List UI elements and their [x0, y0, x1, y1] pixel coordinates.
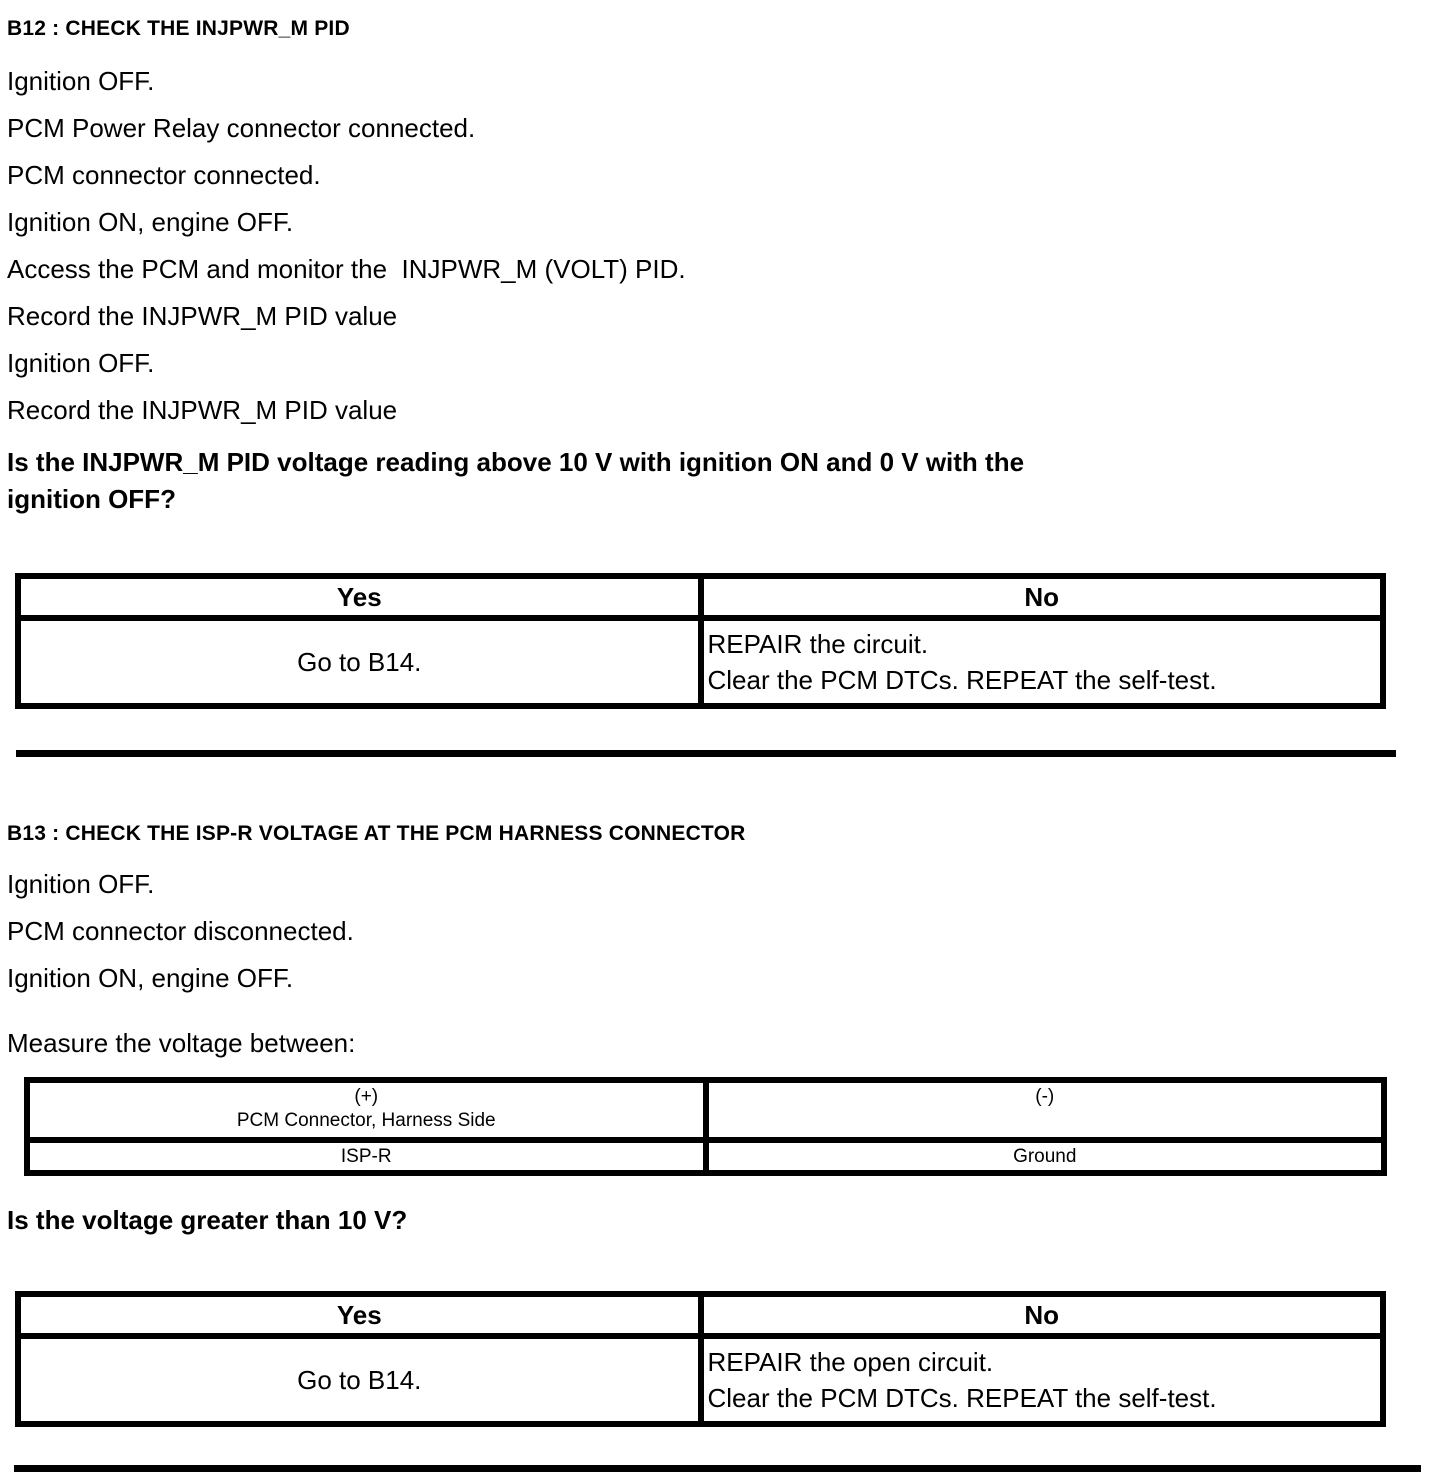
- result-table-action-row: [18, 618, 1383, 706]
- no-action-line: REPAIR the circuit.: [707, 629, 929, 659]
- section-b12-result-table: [15, 573, 1386, 709]
- plus-header-cell: [27, 1080, 706, 1140]
- yes-header-cell: Yes: [18, 576, 701, 618]
- minus-header-cell: [706, 1080, 1385, 1140]
- section-b13-steps: [7, 861, 1440, 1002]
- section-divider-rule: [16, 750, 1396, 757]
- question-line: Is the voltage greater than 10 V?: [7, 1205, 408, 1235]
- section-b12-heading: B12 : CHECK THE INJPWR_M PID: [7, 17, 350, 40]
- result-table-action-row: [18, 1336, 1383, 1424]
- step-line: PCM Power Relay connector connected.: [7, 113, 476, 143]
- step-line: Ignition OFF.: [7, 66, 155, 96]
- no-header-cell: No: [701, 1294, 1384, 1336]
- measurement-table: [24, 1077, 1387, 1176]
- question-line: Is the INJPWR_M PID voltage reading above 10 V with ignition ON and 0 V with the: [7, 447, 1025, 477]
- step-line: Ignition ON, engine OFF.: [7, 963, 294, 993]
- no-action-cell: [701, 1336, 1384, 1424]
- measurement-header-row: [27, 1080, 1384, 1140]
- no-action-line: REPAIR the open circuit.: [707, 1347, 994, 1377]
- result-table-header-row: [18, 576, 1383, 618]
- plus-value-cell: ISP-R: [27, 1140, 706, 1173]
- step-line: Record the INJPWR_M PID value: [7, 301, 398, 331]
- measure-intro: Measure the voltage between:: [7, 1028, 356, 1058]
- section-b13: [7, 821, 1440, 1427]
- yes-header-cell: Yes: [18, 1294, 701, 1336]
- plus-symbol: (+): [354, 1086, 379, 1107]
- yes-action-cell: Go to B14.: [18, 618, 701, 706]
- step-line: Ignition OFF.: [7, 869, 155, 899]
- section-b13-question: [7, 1202, 1352, 1239]
- no-header-cell: No: [701, 576, 1384, 618]
- section-b12: [7, 16, 1440, 709]
- section-b13-heading: B13 : CHECK THE ISP-R VOLTAGE AT THE PCM HARNESS CONNECTOR: [7, 822, 746, 845]
- step-line: Record the INJPWR_M PID value: [7, 395, 398, 425]
- no-action-line: Clear the PCM DTCs. REPEAT the self-test.: [707, 1383, 1217, 1413]
- step-line: Ignition ON, engine OFF.: [7, 207, 294, 237]
- step-line: PCM connector disconnected.: [7, 916, 354, 946]
- step-line: Ignition OFF.: [7, 348, 155, 378]
- section-b13-result-table: [15, 1291, 1386, 1427]
- section-b12-steps: [7, 58, 1440, 434]
- no-action-line: Clear the PCM DTCs. REPEAT the self-test.: [707, 665, 1217, 695]
- question-line: ignition OFF?: [7, 484, 176, 514]
- minus-value-cell: Ground: [706, 1140, 1385, 1173]
- step-line: Access the PCM and monitor the INJPWR_M (VOLT) PID.: [7, 254, 686, 284]
- section-b12-question: [7, 444, 1352, 518]
- result-table-header-row: [18, 1294, 1383, 1336]
- plus-description: PCM Connector, Harness Side: [236, 1110, 496, 1131]
- measurement-value-row: [27, 1140, 1384, 1173]
- minus-symbol: (-): [1035, 1086, 1055, 1107]
- yes-action-cell: Go to B14.: [18, 1336, 701, 1424]
- step-line: PCM connector connected.: [7, 160, 321, 190]
- page-bottom-rule: [14, 1465, 1421, 1472]
- no-action-cell: [701, 618, 1384, 706]
